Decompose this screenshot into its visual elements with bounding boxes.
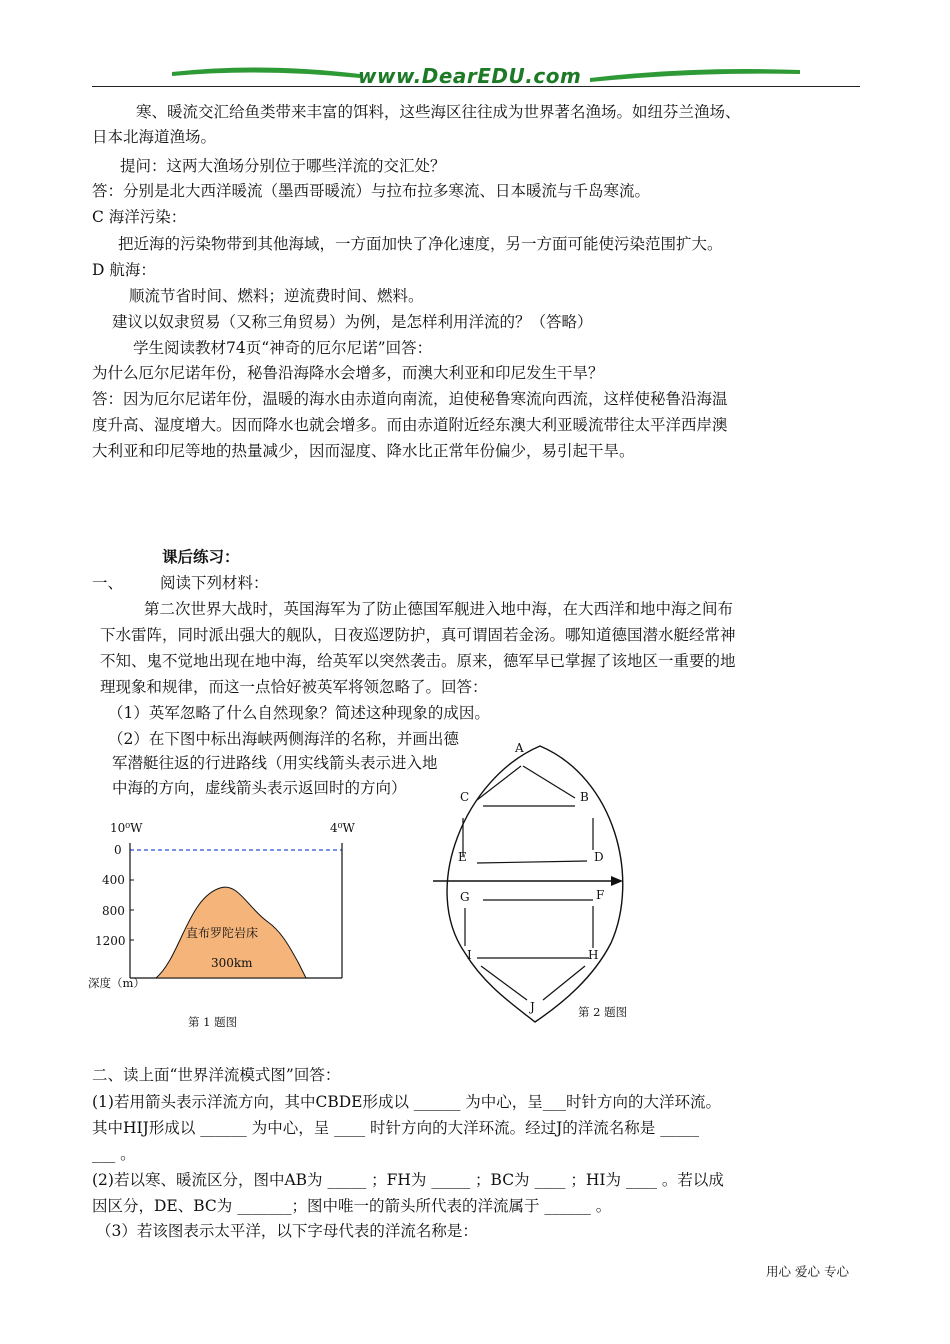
question-line: (1)若用箭头表示洋流方向，其中CBDE形成以 ______ 为中心，呈___时针方向的大洋环流。	[92, 1093, 722, 1111]
site-logo-text[interactable]: www.DearEDU.com	[358, 64, 582, 88]
label-B: B	[580, 790, 589, 804]
equator-arrowhead	[611, 876, 623, 886]
label-J: J	[530, 1000, 535, 1014]
answer: 大利亚和印尼等地的热量减少，因而湿度、降水比正常年份偏少，易引起干旱。	[92, 442, 635, 460]
subheading: C 海洋污染：	[92, 208, 187, 226]
paragraph: 建议以奴隶贸易（又称三角贸易）为例，是怎样利用洋流的？（答略）	[112, 313, 593, 331]
figure-2-caption: 第 2 题图	[578, 1005, 628, 1019]
part1-title: 阅读下列材料：	[160, 574, 269, 592]
material: 不知、鬼不觉地出现在地中海，给英军以突然袭击。原来，德军早已掌握了该地区一重要的地	[100, 652, 736, 670]
question: 为什么厄尔尼诺年份，秘鲁沿海降水会增多，而澳大利亚和印尼发生干旱？	[92, 364, 604, 382]
label-I: I	[467, 948, 472, 962]
lon-left-label: 10⁰W	[110, 821, 143, 835]
depth-label: 1200	[95, 934, 126, 948]
label-A: A	[515, 741, 524, 755]
subheading: D 航海：	[92, 261, 156, 279]
question-line: 其中HIJ形成以 ______ 为中心，呈 ____ 时针方向的大洋环流。经过J的洋流名称是 _____	[92, 1119, 699, 1137]
question-line: （3）若该图表示太平洋，以下字母代表的洋流名称是：	[96, 1222, 478, 1240]
label-D: D	[594, 850, 604, 864]
label-C: C	[460, 790, 470, 804]
part1-number: 一、	[92, 574, 124, 592]
question-line: 因区分，DE、BC为 _______；图中唯一的箭头所代表的洋流属于 ______ 。	[92, 1197, 612, 1215]
paragraph: 把近海的污染物带到其他海域，一方面加快了净化速度，另一方面可能使污染范围扩大。	[118, 235, 723, 253]
question: （2）在下图中标出海峡两侧海洋的名称，并画出德	[108, 730, 459, 748]
label-G: G	[460, 890, 470, 904]
depth-label: 400	[102, 873, 125, 887]
question-line: (2)若以寒、暖流区分，图中AB为 _____ ；FH为 _____ ；BC为 ____ ；HI为 ____ 。若以成	[92, 1171, 724, 1189]
question: 提问：这两大渔场分别位于哪些洋流的交汇处？	[120, 157, 446, 175]
ocean-outline	[447, 746, 623, 1022]
depth-label: 0	[114, 843, 122, 857]
exercise-title: 课后练习：	[162, 547, 240, 566]
paragraph: 寒、暖流交汇给鱼类带来丰富的饵料，这些海区往往成为世界著名渔场。如纽芬兰渔场、	[136, 103, 741, 121]
answer: 度升高、湿度增大。因而降水也就会增多。而由赤道附近经东澳大利亚暖流带往太平洋西岸澳	[92, 416, 728, 434]
question-line: ___ 。	[92, 1145, 136, 1163]
question: （1）英军忽略了什么自然现象？简述这种现象的成因。	[108, 704, 490, 722]
paragraph: 顺流节省时间、燃料；逆流费时间、燃料。	[129, 287, 424, 305]
label-H: H	[588, 948, 599, 962]
depth-axis-label: 深度（m）	[88, 976, 145, 990]
footer-motto: 用心 爱心 专心	[766, 1264, 849, 1279]
header-divider	[92, 86, 860, 87]
question: 中海的方向，虚线箭头表示返回时的方向）	[112, 779, 407, 797]
material: 下水雷阵，同时派出强大的舰队，日夜巡逻防护，真可谓固若金汤。哪知道德国潜水艇经常神	[100, 626, 736, 644]
question: 军潜艇往返的行进路线（用实线箭头表示进入地	[112, 754, 438, 772]
paragraph: 学生阅读教材74页“神奇的厄尔尼诺”回答：	[133, 339, 433, 357]
figure-1-caption: 第 1 题图	[188, 1015, 238, 1029]
depth-label: 800	[102, 904, 125, 918]
answer: 答：分别是北大西洋暖流（墨西哥暖流）与拉布拉多寒流、日本暖流与千岛寒流。	[92, 182, 651, 200]
answer: 答：因为厄尔尼诺年份，温暖的海水由赤道向南流，迫使秘鲁寒流向西流，这样使秘鲁沿海温	[92, 390, 728, 408]
width-label: 300km	[211, 956, 253, 970]
part2-title: 二、读上面“世界洋流模式图”回答：	[92, 1066, 341, 1084]
sill-label: 直布罗陀岩床	[186, 926, 259, 940]
ocean-current-model-diagram	[425, 738, 635, 1028]
label-F: F	[596, 888, 605, 902]
paragraph: 日本北海道渔场。	[92, 128, 217, 146]
material: 理现象和规律，而这一点恰好被英军将领忽略了。回答：	[100, 678, 488, 696]
lon-right-label: 4⁰W	[330, 821, 355, 835]
material: 第二次世界大战时，英国海军为了防止德国军舰进入地中海，在大西洋和地中海之间布	[144, 600, 734, 618]
label-E: E	[458, 850, 467, 864]
